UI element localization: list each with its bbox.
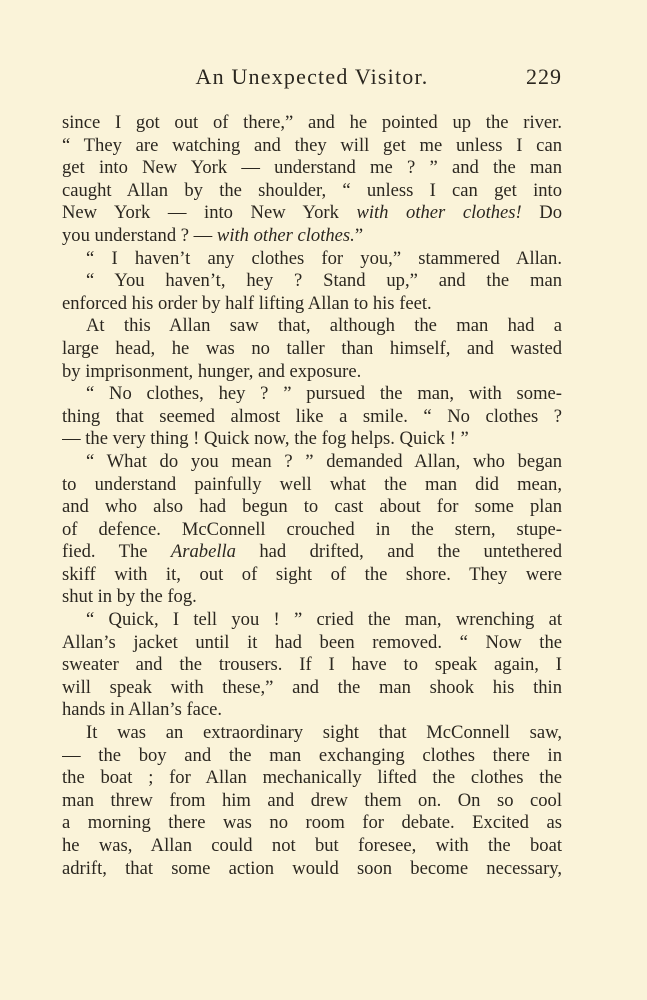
text-line: enforced his order by half lifting Allan to his feet. [62,292,432,314]
text-line: “ No clothes, hey ? ” pursued the man, with some- [86,383,562,405]
italic-text: with other clothes! [356,202,522,224]
text-line: “ Quick, I tell you ! ” cried the man, wrenching at [86,609,562,631]
text-segment: you understand ? — [62,224,217,246]
text-line: he was, Allan could not but foresee, with the boat [62,835,562,856]
text-line: thing that seemed almost like a smile. “ No clothes ? [62,405,562,427]
text-line [62,541,562,564]
italic-text: with other clothes. [216,224,355,246]
text-line: a morning there was no room for debate. Excited as [62,812,562,834]
text-line [62,225,562,248]
text-line: adrift, that some action would soon become necessary, [62,857,562,879]
text-line: will speak with these,” and the man shook his thin [62,676,562,698]
text-segment: had drifted, and the untethered [235,541,562,563]
text-line: At this Allan saw that, although the man had a [86,315,562,337]
text-line: Allan’s jacket until it had been removed. “ Now the [62,631,562,653]
text-segment: Do [521,202,562,224]
text-line: “ They are watching and they will get me unless I can [62,134,562,156]
text-line: — the boy and the man exchanging clothes there in [62,744,562,766]
text-line: since I got out of there,” and he pointed up the river. [62,112,562,133]
body-text [62,112,562,880]
text-line: It was an extraordinary sight that McConnell saw, [86,722,562,744]
text-line: shut in by the fog. [62,586,197,608]
text-line: man threw from him and drew them on. On so cool [62,789,562,811]
text-line: hands in Allan’s face. [62,699,223,721]
text-segment: ” [354,224,364,246]
text-line: the boat ; for Allan mechanically lifted the clothes the [62,767,562,789]
text-line: to understand painfully well what the man did mean, [62,473,562,495]
text-line: get into New York — understand me ? ” and the man [62,157,562,179]
italic-text: Arabella [170,541,236,563]
text-line [62,202,562,225]
page-header [62,64,562,94]
text-line: caught Allan by the shoulder, “ unless I can get into [62,179,562,201]
text-line: skiff with it, out of sight of the shore. They were [62,563,562,585]
text-segment: fied. The [62,541,171,563]
running-title: An Unexpected Visitor. [195,64,429,89]
page-number: 229 [526,64,562,89]
text-line: “ I haven’t any clothes for you,” stammered Allan. [86,247,562,269]
text-line: and who also had begun to cast about for some plan [62,496,562,518]
text-line: large head, he was no taller than himself, and wasted [62,337,562,359]
text-line: “ You haven’t, hey ? Stand up,” and the man [86,270,562,292]
text-line: of defence. McConnell crouched in the stern, stupe- [62,518,562,540]
text-line: by imprisonment, hunger, and exposure. [62,360,362,382]
text-line: “ What do you mean ? ” demanded Allan, who began [86,450,562,472]
text-segment: New York — into New York [62,202,357,224]
text-line: — the very thing ! Quick now, the fog helps. Quick ! ” [62,428,469,450]
text-line: sweater and the trousers. If I have to speak again, I [62,654,562,676]
